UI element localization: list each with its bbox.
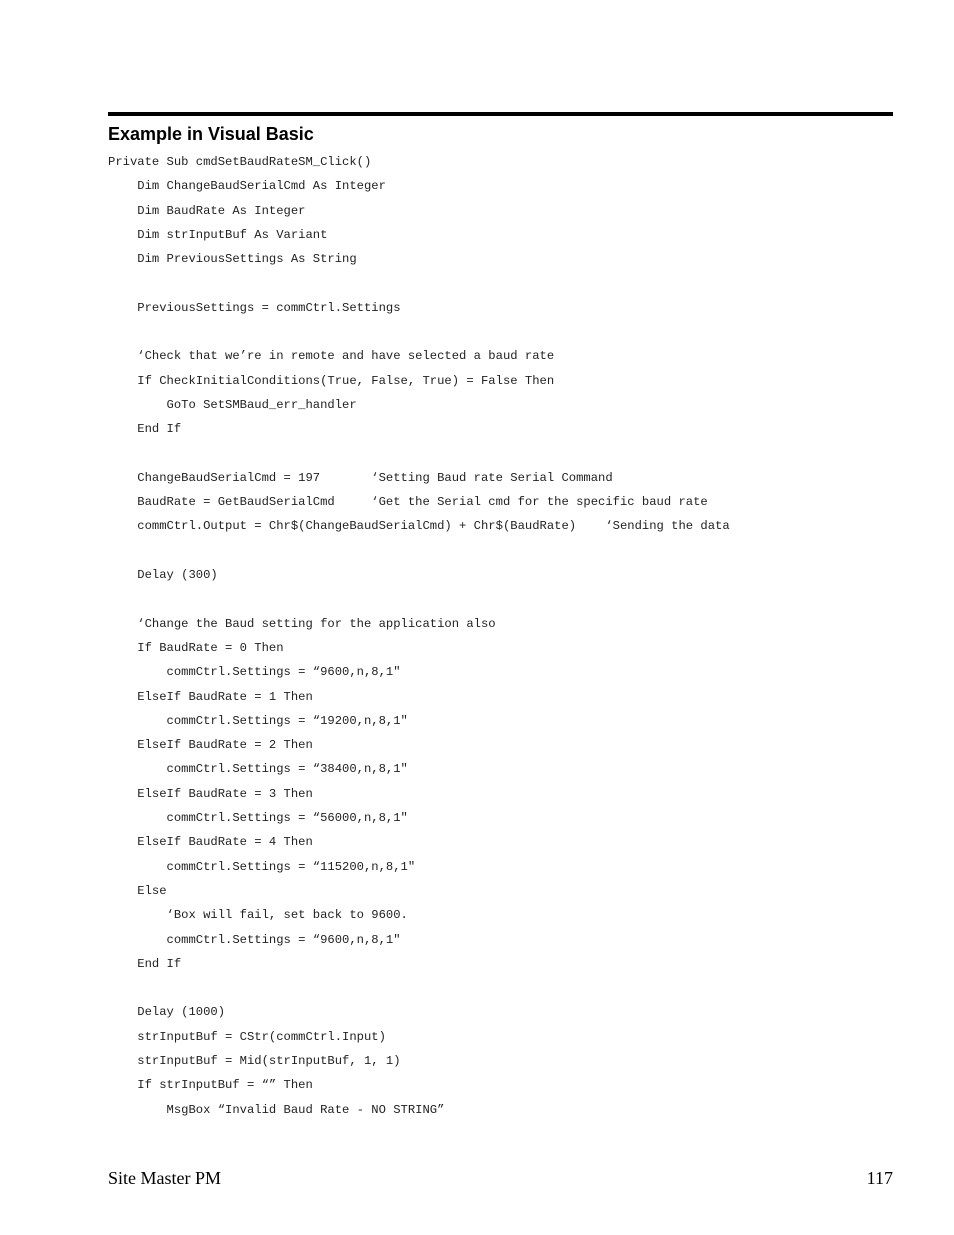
code-line: strInputBuf = Mid(strInputBuf, 1, 1) (108, 1053, 401, 1068)
code-line: If CheckInitialConditions(True, False, True) = False Then (108, 373, 555, 388)
code-line: Dim PreviousSettings As String (108, 252, 357, 267)
code-line: strInputBuf = CStr(commCtrl.Input) (108, 1029, 386, 1044)
section-divider (108, 112, 893, 116)
code-line: ‘Check that we’re in remote and have selected a baud rate (108, 349, 555, 364)
code-line: commCtrl.Output = Chr$(ChangeBaudSerialCmd) + Chr$(BaudRate) ‘Sending the data (108, 519, 730, 534)
code-line: ElseIf BaudRate = 4 Then (108, 835, 313, 850)
code-line (108, 976, 730, 1000)
code-line: If strInputBuf = “” Then (108, 1078, 313, 1093)
code-line: If BaudRate = 0 Then (108, 640, 284, 655)
code-line (108, 271, 730, 295)
code-line: ‘Box will fail, set back to 9600. (108, 908, 408, 923)
code-line: ElseIf BaudRate = 3 Then (108, 786, 313, 801)
code-line: BaudRate = GetBaudSerialCmd ‘Get the Serial cmd for the specific baud rate (108, 495, 708, 510)
code-line: Dim BaudRate As Integer (108, 203, 306, 218)
section-heading: Example in Visual Basic (108, 124, 314, 144)
code-line: End If (108, 422, 182, 437)
code-line: commCtrl.Settings = “56000,n,8,1" (108, 811, 408, 826)
code-line: ‘Change the Baud setting for the application also (108, 616, 496, 631)
footer-title: Site Master PM (108, 1168, 222, 1188)
code-line (108, 442, 730, 466)
code-line (108, 320, 730, 344)
code-line: ChangeBaudSerialCmd = 197 ‘Setting Baud rate Serial Command (108, 470, 613, 485)
code-line: Dim ChangeBaudSerialCmd As Integer (108, 179, 386, 194)
code-line (108, 539, 730, 563)
code-line: Dim strInputBuf As Variant (108, 227, 328, 242)
code-line: commCtrl.Settings = “9600,n,8,1" (108, 932, 401, 947)
code-line: End If (108, 956, 182, 971)
code-line: Delay (300) (108, 568, 218, 583)
code-line: commCtrl.Settings = “115200,n,8,1" (108, 859, 416, 874)
code-line: Delay (1000) (108, 1005, 226, 1020)
code-line: ElseIf BaudRate = 1 Then (108, 689, 313, 704)
code-line (108, 587, 730, 611)
code-listing (108, 150, 730, 1122)
code-line: Private Sub cmdSetBaudRateSM_Click() (108, 155, 372, 169)
code-line: Else (108, 883, 167, 898)
code-line: commCtrl.Settings = “9600,n,8,1" (108, 665, 401, 680)
code-line: MsgBox “Invalid Baud Rate - NO STRING” (108, 1102, 445, 1117)
code-line: commCtrl.Settings = “19200,n,8,1" (108, 713, 408, 728)
code-line: commCtrl.Settings = “38400,n,8,1" (108, 762, 408, 777)
code-line: ElseIf BaudRate = 2 Then (108, 738, 313, 753)
code-line: GoTo SetSMBaud_err_handler (108, 397, 357, 412)
code-line: PreviousSettings = commCtrl.Settings (108, 300, 401, 315)
page-number: 117 (866, 1168, 893, 1188)
